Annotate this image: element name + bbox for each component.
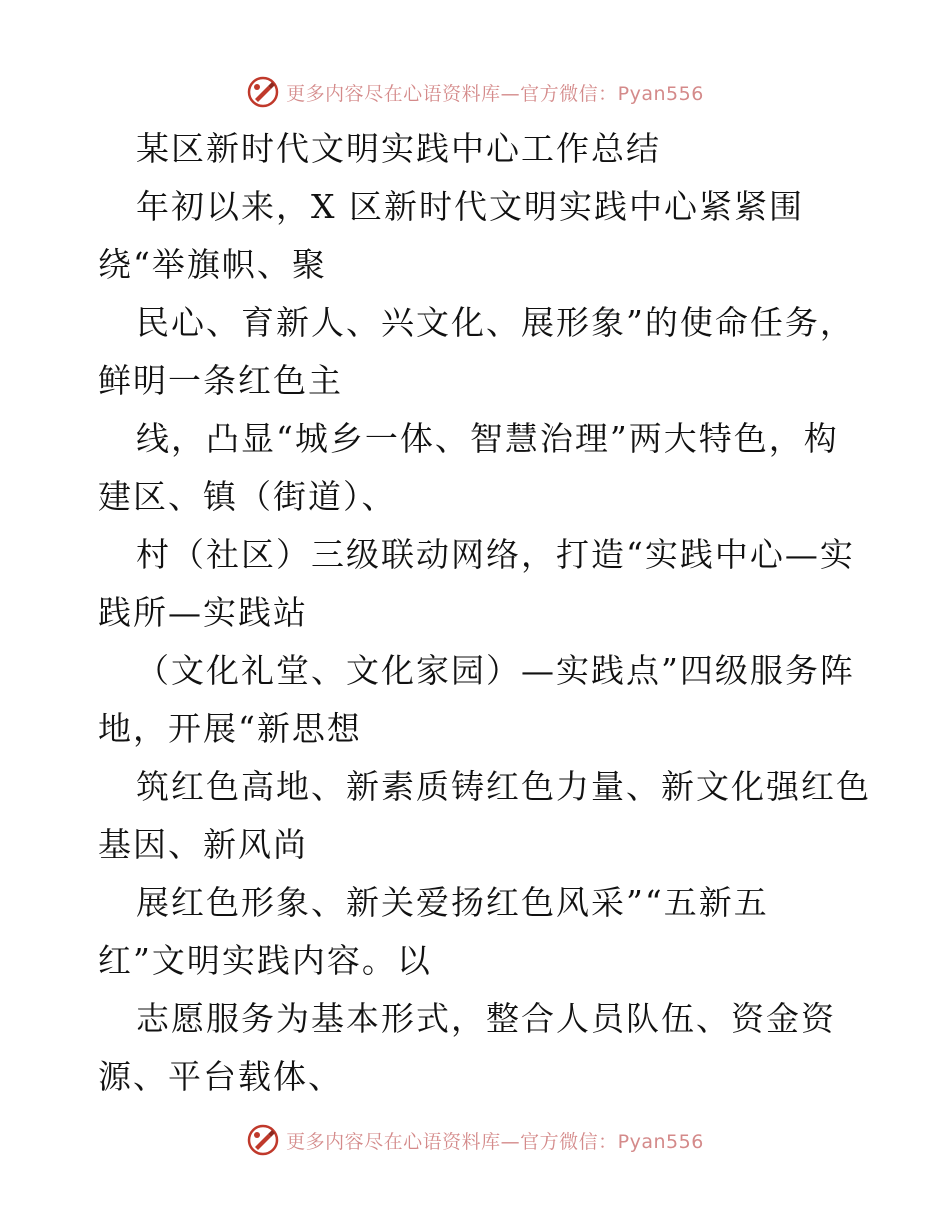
paragraph-line: 绕“举旗帜、聚 <box>98 245 327 284</box>
paragraph-line: 线，凸显“城乡一体、智慧治理”两大特色，构 <box>136 419 839 458</box>
paragraph-line: 志愿服务为基本形式，整合人员队伍、资金资 <box>136 999 836 1038</box>
paragraph-line: 践所—实践站 <box>98 593 308 632</box>
paragraph-line: 展红色形象、新关爱扬红色风采”“五新五 <box>136 883 769 922</box>
document-body <box>98 120 871 1106</box>
paragraph-line: 村（社区）三级联动网络，打造“实践中心—实 <box>136 535 855 574</box>
watermark-footer <box>0 1120 950 1160</box>
pen-logo-icon <box>246 1123 280 1157</box>
paragraph-line: 基因、新风尚 <box>98 825 308 864</box>
watermark-text: 更多内容尽在心语资料库—官方微信：Pyan556 <box>286 1130 704 1153</box>
watermark-header <box>0 72 950 112</box>
paragraph-line: 地，开展“新思想 <box>98 709 362 748</box>
paragraph-line: 筑红色高地、新素质铸红色力量、新文化强红色 <box>136 767 871 806</box>
paragraph-line: （文化礼堂、文化家园）—实践点”四级服务阵 <box>136 651 855 690</box>
document-title: 某区新时代文明实践中心工作总结 <box>136 129 661 168</box>
paragraph-line: 源、平台载体、 <box>98 1057 343 1096</box>
paragraph-line: 年初以来，X 区新时代文明实践中心紧紧围 <box>136 187 804 226</box>
paragraph-line: 鲜明一条红色主 <box>98 361 343 400</box>
watermark-text: 更多内容尽在心语资料库—官方微信：Pyan556 <box>286 82 704 105</box>
paragraph-line: 民心、育新人、兴文化、展形象”的使命任务， <box>136 303 855 342</box>
paragraph-line: 建区、镇（街道）、 <box>98 477 397 516</box>
paragraph-line: 红”文明实践内容。以 <box>98 941 432 980</box>
pen-logo-icon <box>246 75 280 109</box>
